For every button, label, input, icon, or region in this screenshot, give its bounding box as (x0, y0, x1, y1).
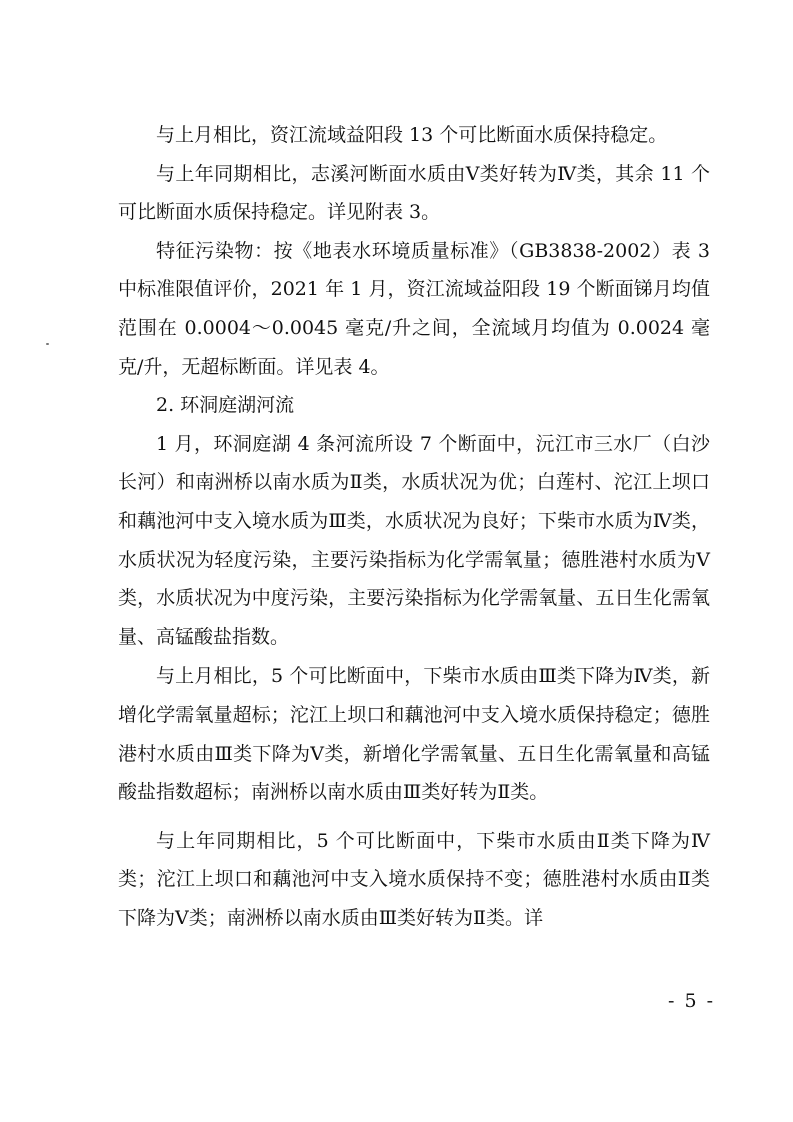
paragraph-january-status: 1 月，环洞庭湖 4 条河流所设 7 个断面中，沅江市三水厂（白沙长河）和南洲桥以南水质为Ⅱ类，水质状况为优；白莲村、沱江上坝口和藕池河中支入境水质为Ⅲ类，水质状况为良好；下柴市水质为Ⅳ类，水质状况为轻度污染，主要污染指标为化学需氧量；德胜港村水质为Ⅴ类，水质状况为中度污染，主要污染指标为化学需氧量、五日生化需氧量、高锰酸盐指数。 (118, 432, 710, 648)
paragraph-monthly-comparison: 与上月相比，资江流域益阳段 13 个可比断面水质保持稳定。 (156, 124, 668, 146)
scan-speck (46, 343, 49, 345)
section-heading-dongting-rivers: 2. 环洞庭湖河流 (156, 394, 295, 417)
paragraph-yearly-comparison: 与上年同期相比，志溪河断面水质由Ⅴ类好转为Ⅳ类，其余 11 个可比断面水质保持稳定。详见附表 3。 (118, 162, 710, 224)
paragraph-monthly-change: 与上月相比，5 个可比断面中，下柴市水质由Ⅲ类下降为Ⅳ类，新增化学需氧量超标；沱江上坝口和藕池河中支入境水质保持稳定；德胜港村水质由Ⅲ类下降为Ⅴ类，新增化学需氧量、五日生化需氧量和高锰酸盐指数超标；南洲桥以南水质由Ⅲ类好转为Ⅱ类。 (118, 665, 710, 804)
body-text (118, 116, 710, 937)
paragraph-characteristic-pollutant: 特征污染物：按《地表水环境质量标准》（GB3838-2002）表 3 中标准限值评价，2021 年 1 月，资江流域益阳段 19 个断面锑月均值范围在 0.0004～0.0045 毫克/升之间，全流域月均值为 0.0024 毫克/升，无超标断面。详见表 4。 (118, 239, 710, 378)
page-number: - 5 - (667, 990, 715, 1012)
paragraph-yearly-change: 与上年同期相比，5 个可比断面中，下柴市水质由Ⅱ类下降为Ⅳ类；沱江上坝口和藕池河中支入境水质保持不变；德胜港村水质由Ⅱ类下降为Ⅴ类；南洲桥以南水质由Ⅲ类好转为Ⅱ类。详 (118, 829, 710, 929)
